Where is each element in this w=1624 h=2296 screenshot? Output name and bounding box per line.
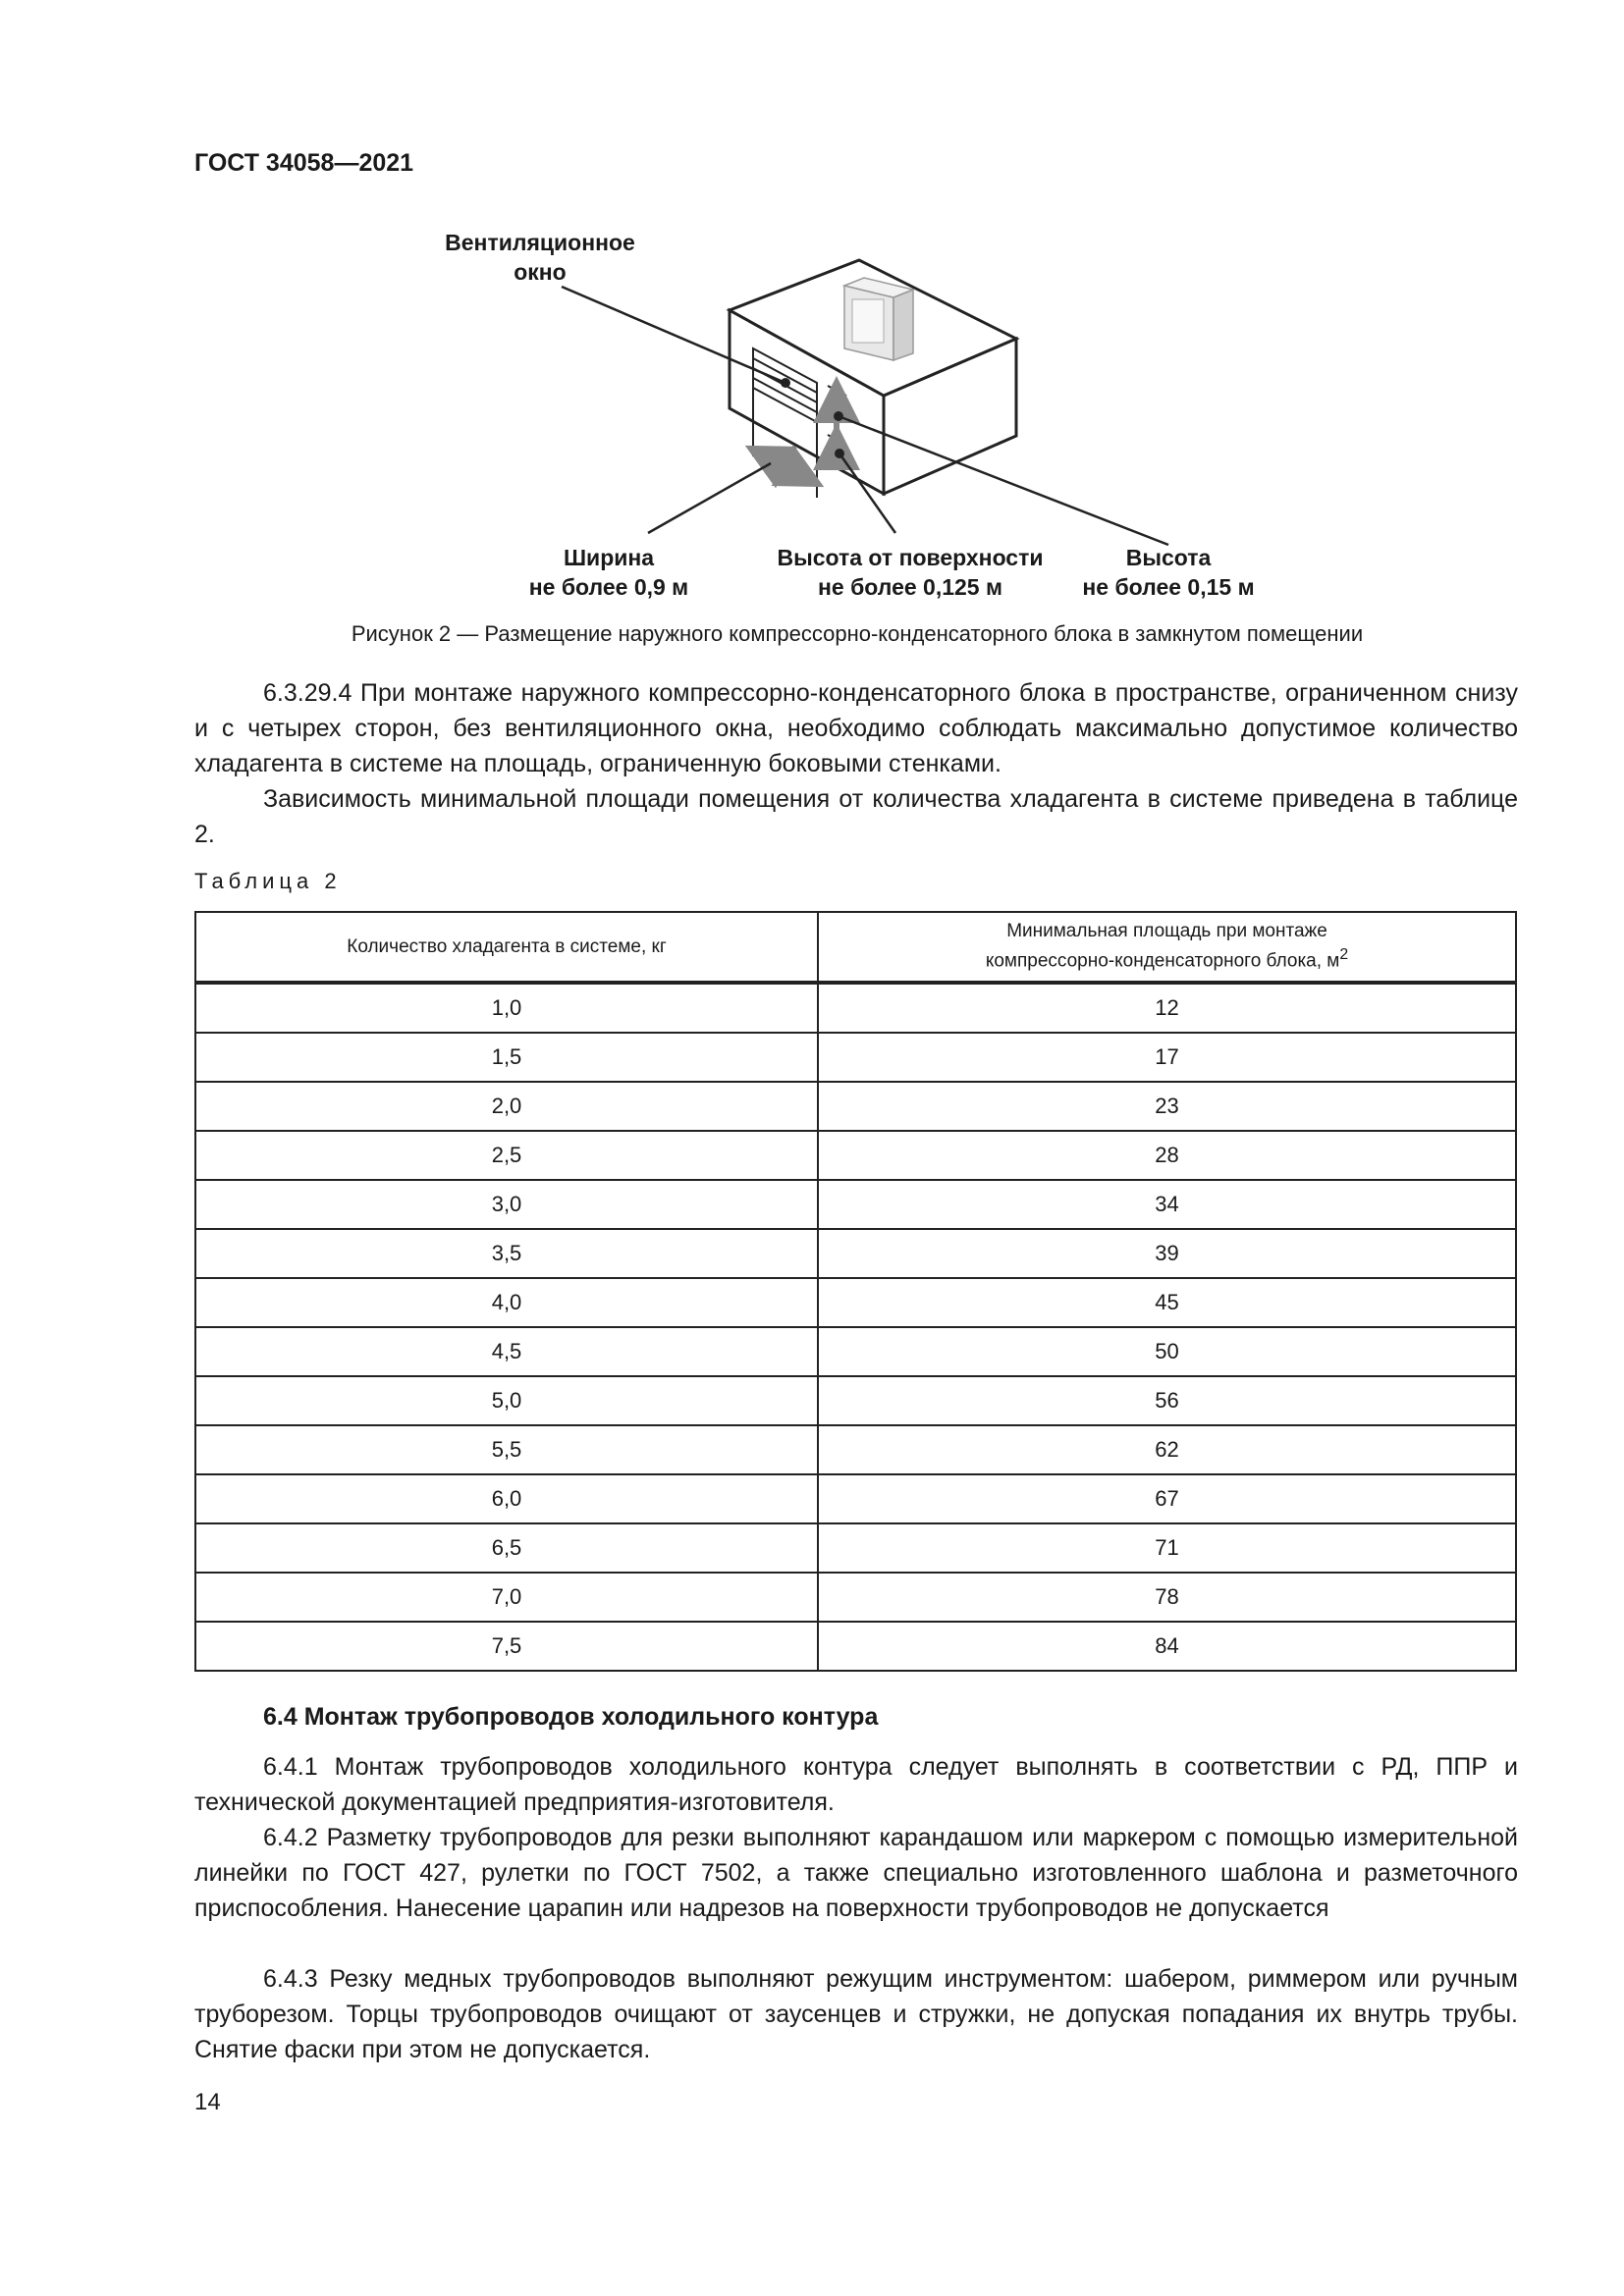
refrigerant-amount-cell: 5,5	[195, 1425, 818, 1474]
refrigerant-amount-cell: 3,5	[195, 1229, 818, 1278]
min-area-cell: 28	[818, 1131, 1516, 1180]
refrigerant-amount-cell: 6,5	[195, 1523, 818, 1573]
table-row	[195, 1376, 1516, 1425]
refrigerant-amount-cell: 2,5	[195, 1131, 818, 1180]
min-area-cell: 67	[818, 1474, 1516, 1523]
refrigerant-amount-cell: 1,0	[195, 983, 818, 1033]
min-area-cell: 56	[818, 1376, 1516, 1425]
refrigerant-amount-cell: 3,0	[195, 1180, 818, 1229]
label-surface-height: Высота от поверхности не более 0,125 м	[777, 545, 1044, 600]
min-area-cell: 84	[818, 1622, 1516, 1671]
min-area-cell: 45	[818, 1278, 1516, 1327]
min-area-cell: 50	[818, 1327, 1516, 1376]
min-area-cell: 34	[818, 1180, 1516, 1229]
label-vent-window: Вентиляционное окно	[445, 230, 635, 285]
table-row	[195, 1573, 1516, 1622]
paragraph-6-4-2: 6.4.2 Разметку трубопроводов для резки выполняют карандашом или маркером с помощью измерительной линейки по ГОСТ 427, рулетки по ГОСТ 7502, а также специально изготовленного шаблона и разметочного приспособления. Нанесение царапин или надрезов на поверхности трубопроводов не допускается	[194, 1824, 1518, 1922]
min-area-cell: 23	[818, 1082, 1516, 1131]
table-row	[195, 1082, 1516, 1131]
refrigerant-area-table	[194, 911, 1517, 1672]
refrigerant-amount-cell: 6,0	[195, 1474, 818, 1523]
table-row	[195, 1425, 1516, 1474]
paragraph-dependency: Зависимость минимальной площади помещения от количества хладагента в системе приведена в таблице 2.	[194, 785, 1518, 848]
page-number: 14	[194, 2089, 221, 2115]
table-header-row	[195, 912, 1516, 983]
label-width: Ширина не более 0,9 м	[528, 545, 689, 600]
figure-caption: Рисунок 2 — Размещение наружного компрессорно-конденсаторного блока в замкнутом помещении	[351, 621, 1364, 646]
figure-2	[412, 221, 1296, 623]
min-area-cell: 78	[818, 1573, 1516, 1622]
table-row	[195, 1622, 1516, 1671]
paragraph-6-4-3: 6.4.3 Резку медных трубопроводов выполняют режущим инструментом: шабером, риммером или ручным труборезом. Торцы трубопроводов очищают от заусенцев и стружки, не допуская попадания их внутрь трубы. Снятие фаски при этом не допускается.	[194, 1965, 1518, 2063]
table-row	[195, 1180, 1516, 1229]
table-row	[195, 1523, 1516, 1573]
refrigerant-amount-cell: 7,0	[195, 1573, 818, 1622]
table-row	[195, 1131, 1516, 1180]
refrigerant-amount-cell: 7,5	[195, 1622, 818, 1671]
min-area-cell: 12	[818, 983, 1516, 1033]
min-area-cell: 62	[818, 1425, 1516, 1474]
table-row	[195, 1327, 1516, 1376]
refrigerant-amount-cell: 4,5	[195, 1327, 818, 1376]
column-header-min-area: Минимальная площадь при монтаже компрессорно-конденсаторного блока, $м^2$	[818, 912, 1516, 983]
label-height: Высота не более 0,15 м	[1082, 545, 1255, 600]
min-area-cell: 39	[818, 1229, 1516, 1278]
refrigerant-amount-cell: 1,5	[195, 1033, 818, 1082]
column-header-refrigerant: Количество хладагента в системе, кг	[195, 912, 818, 983]
table-row	[195, 1278, 1516, 1327]
table-row	[195, 983, 1516, 1033]
table-row	[195, 1229, 1516, 1278]
min-area-cell: 71	[818, 1523, 1516, 1573]
paragraph-6-3-29-4: 6.3.29.4 При монтаже наружного компрессорно-конденсаторного блока в пространстве, ограниченном снизу и с четырех сторон, без вентиляционного окна, необходимо соблюдать максимально допустимое количество хладагента в системе на площадь, ограниченную боковыми стенками.	[194, 679, 1518, 777]
refrigerant-amount-cell: 5,0	[195, 1376, 818, 1425]
table-row	[195, 1033, 1516, 1082]
document-header: ГОСТ 34058—2021	[194, 149, 414, 177]
min-area-cell: 17	[818, 1033, 1516, 1082]
section-heading-6-4: 6.4 Монтаж трубопроводов холодильного контура	[263, 1703, 879, 1731]
table-row	[195, 1474, 1516, 1523]
refrigerant-amount-cell: 4,0	[195, 1278, 818, 1327]
table-title: Таблица 2	[194, 869, 342, 893]
paragraph-6-4-1: 6.4.1 Монтаж трубопроводов холодильного контура следует выполнять в соответствии с РД, ППР и технической документацией предприятия-изготовителя.	[194, 1753, 1518, 1816]
refrigerant-amount-cell: 2,0	[195, 1082, 818, 1131]
